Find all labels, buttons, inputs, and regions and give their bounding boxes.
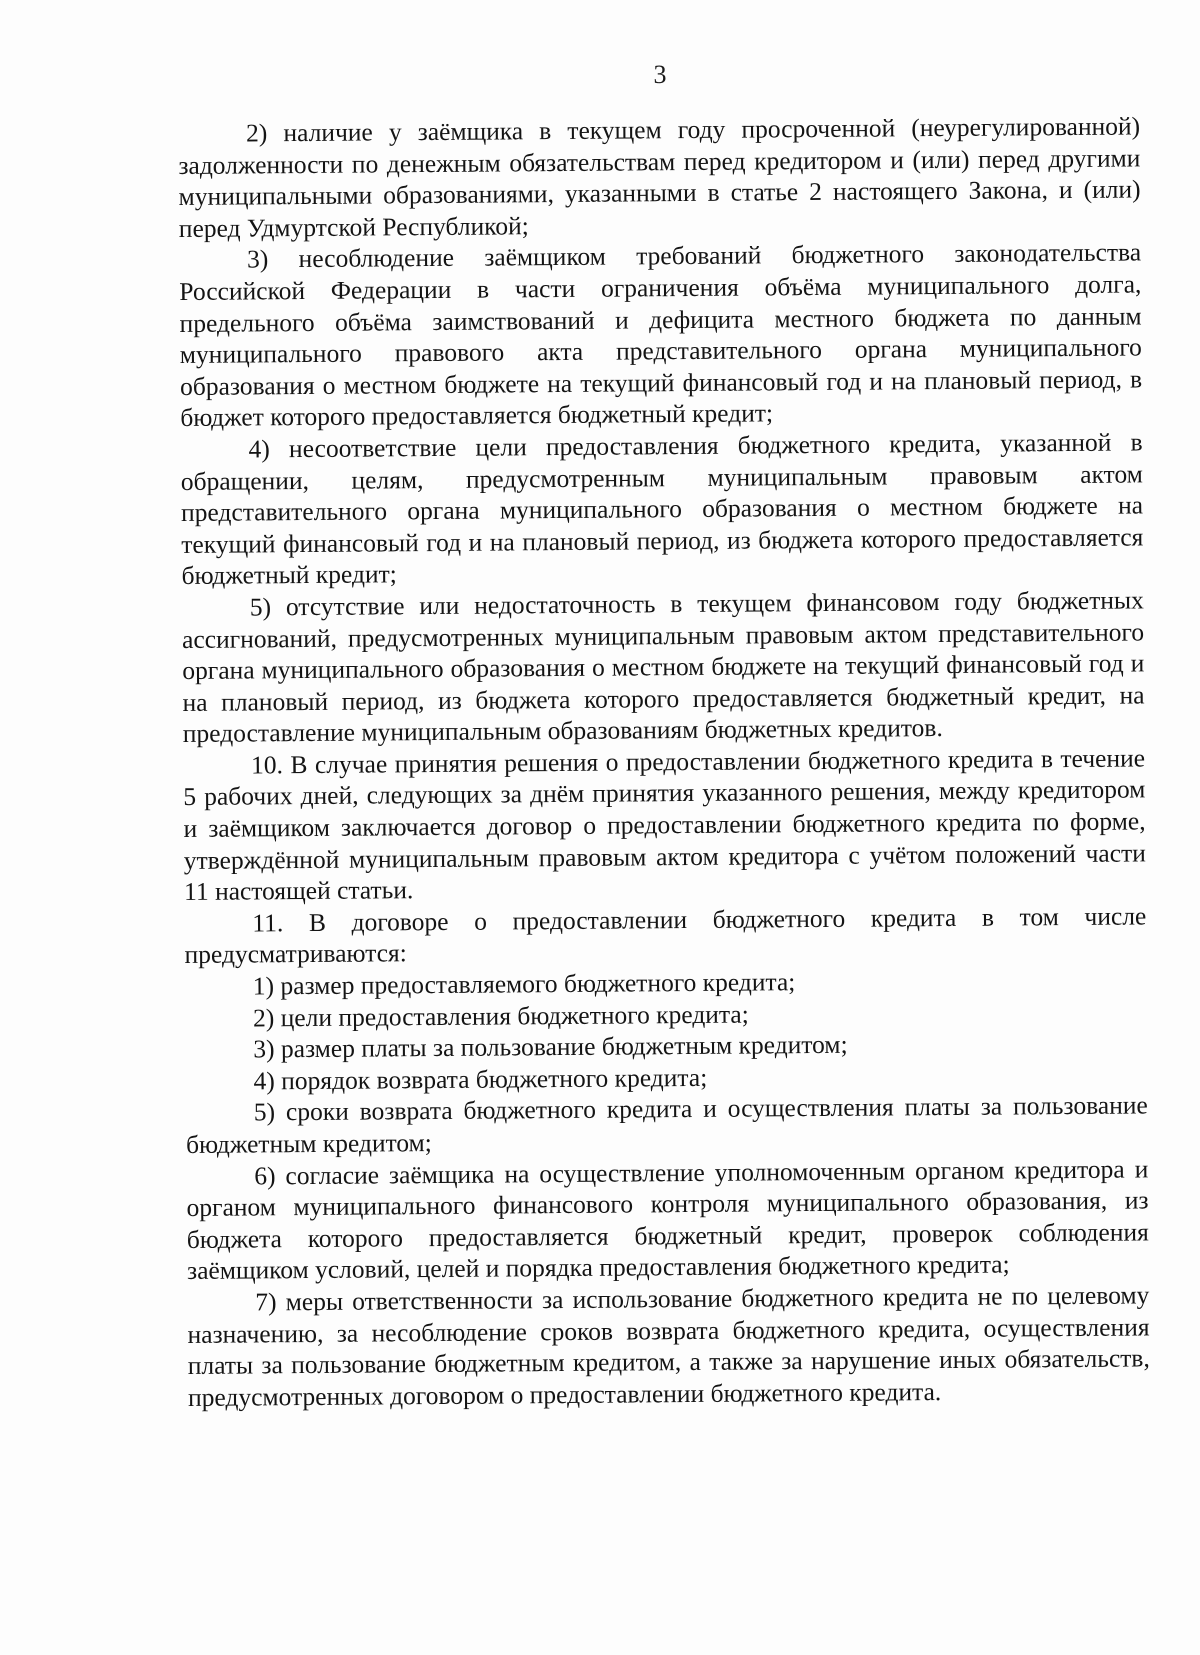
paragraph-item-5-insufficient-allocations: 5) отсутствие или недостаточность в текущем финансовом году бюджетных ассигнований, предусмотренных муниципальным правовым актом представительного органа муниципального образования о местном бюджете на текущий финансовый год и на плановый период, из бюджета которого предоставляется бюджетный кредит, на предоставление муниципальным образованиям бюджетных кредитов. <box>181 585 1145 749</box>
paragraph-clause-10: 10. В случае принятия решения о предоставлении бюджетного кредита в течение 5 рабочих дней, следующих за днём принятия указанного решения, между кредитором и заёмщиком заключается договор о предоставлении бюджетного кредита по форме, утверждённой муниципальным правовым актом кредитора с учётом положений части 11 настоящей статьи. <box>183 743 1146 907</box>
document-body <box>178 110 1150 1413</box>
paragraph-item-2-overdue-debt: 2) наличие у заёмщика в текущем году просроченной (неурегулированной) задолженности по денежным обязательствам перед кредитором и (или) перед другими муниципальными образованиями, указанными в статье 2 настоящего Закона, и (или) перед Удмуртской Республикой; <box>178 111 1141 243</box>
list-item-4-repayment-procedure: 4) порядок возврата бюджетного кредита; <box>253 1062 708 1096</box>
list-item-6-borrower-consent: 6) согласие заёмщика на осуществление уполномоченным органом кредитора и органом муниципального финансового контроля муниципального образования, из бюджета которого предоставляется бюджетный кредит, проверок соблюдения заёмщиком условий, целей и порядка предоставления бюджетного кредита; <box>186 1154 1149 1286</box>
list-item-1-credit-amount: 1) размер предоставляемого бюджетного кредита; <box>252 967 796 1001</box>
list-item-5-repayment-terms: 5) сроки возврата бюджетного кредита и осуществления платы за пользование бюджетным кредитом; <box>185 1090 1148 1159</box>
page-number: 3 <box>653 60 667 89</box>
paragraph-item-4-purpose-mismatch: 4) несоответствие цели предоставления бюджетного кредита, указанной в обращении, целям, предусмотренным муниципальным правовым актом представительного органа муниципального образования о местном бюджете на текущий финансовый год и на плановый период, из бюджета которого предоставляется бюджетный кредит; <box>180 427 1144 591</box>
paragraph-clause-11: 11. В договоре о предоставлении бюджетного кредита в том числе предусматриваются: <box>184 901 1147 970</box>
paragraph-item-3-budget-law-violation: 3) несоблюдение заёмщиком требований бюджетного законодательства Российской Федерации в части ограничения объёма муниципального долга, предельного объёма заимствований и дефицита местного бюджета по данным муниципального правового акта представительного органа муниципального образования о местном бюджете на текущий финансовый год и на плановый период, в бюджет которого предоставляется бюджетный кредит; <box>179 237 1143 433</box>
list-item-3-fee-amount: 3) размер платы за пользование бюджетным кредитом; <box>253 1029 848 1064</box>
list-item-2-credit-purpose: 2) цели предоставления бюджетного кредита; <box>252 999 749 1033</box>
list-item-7-liability-measures: 7) меры ответственности за использование бюджетного кредита не по целевому назначению, за несоблюдение сроков возврата бюджетного кредита, осуществления платы за пользование бюджетным кредитом, а также за нарушение иных обязательств, предусмотренных договором о предоставлении бюджетного кредита. <box>187 1280 1150 1412</box>
